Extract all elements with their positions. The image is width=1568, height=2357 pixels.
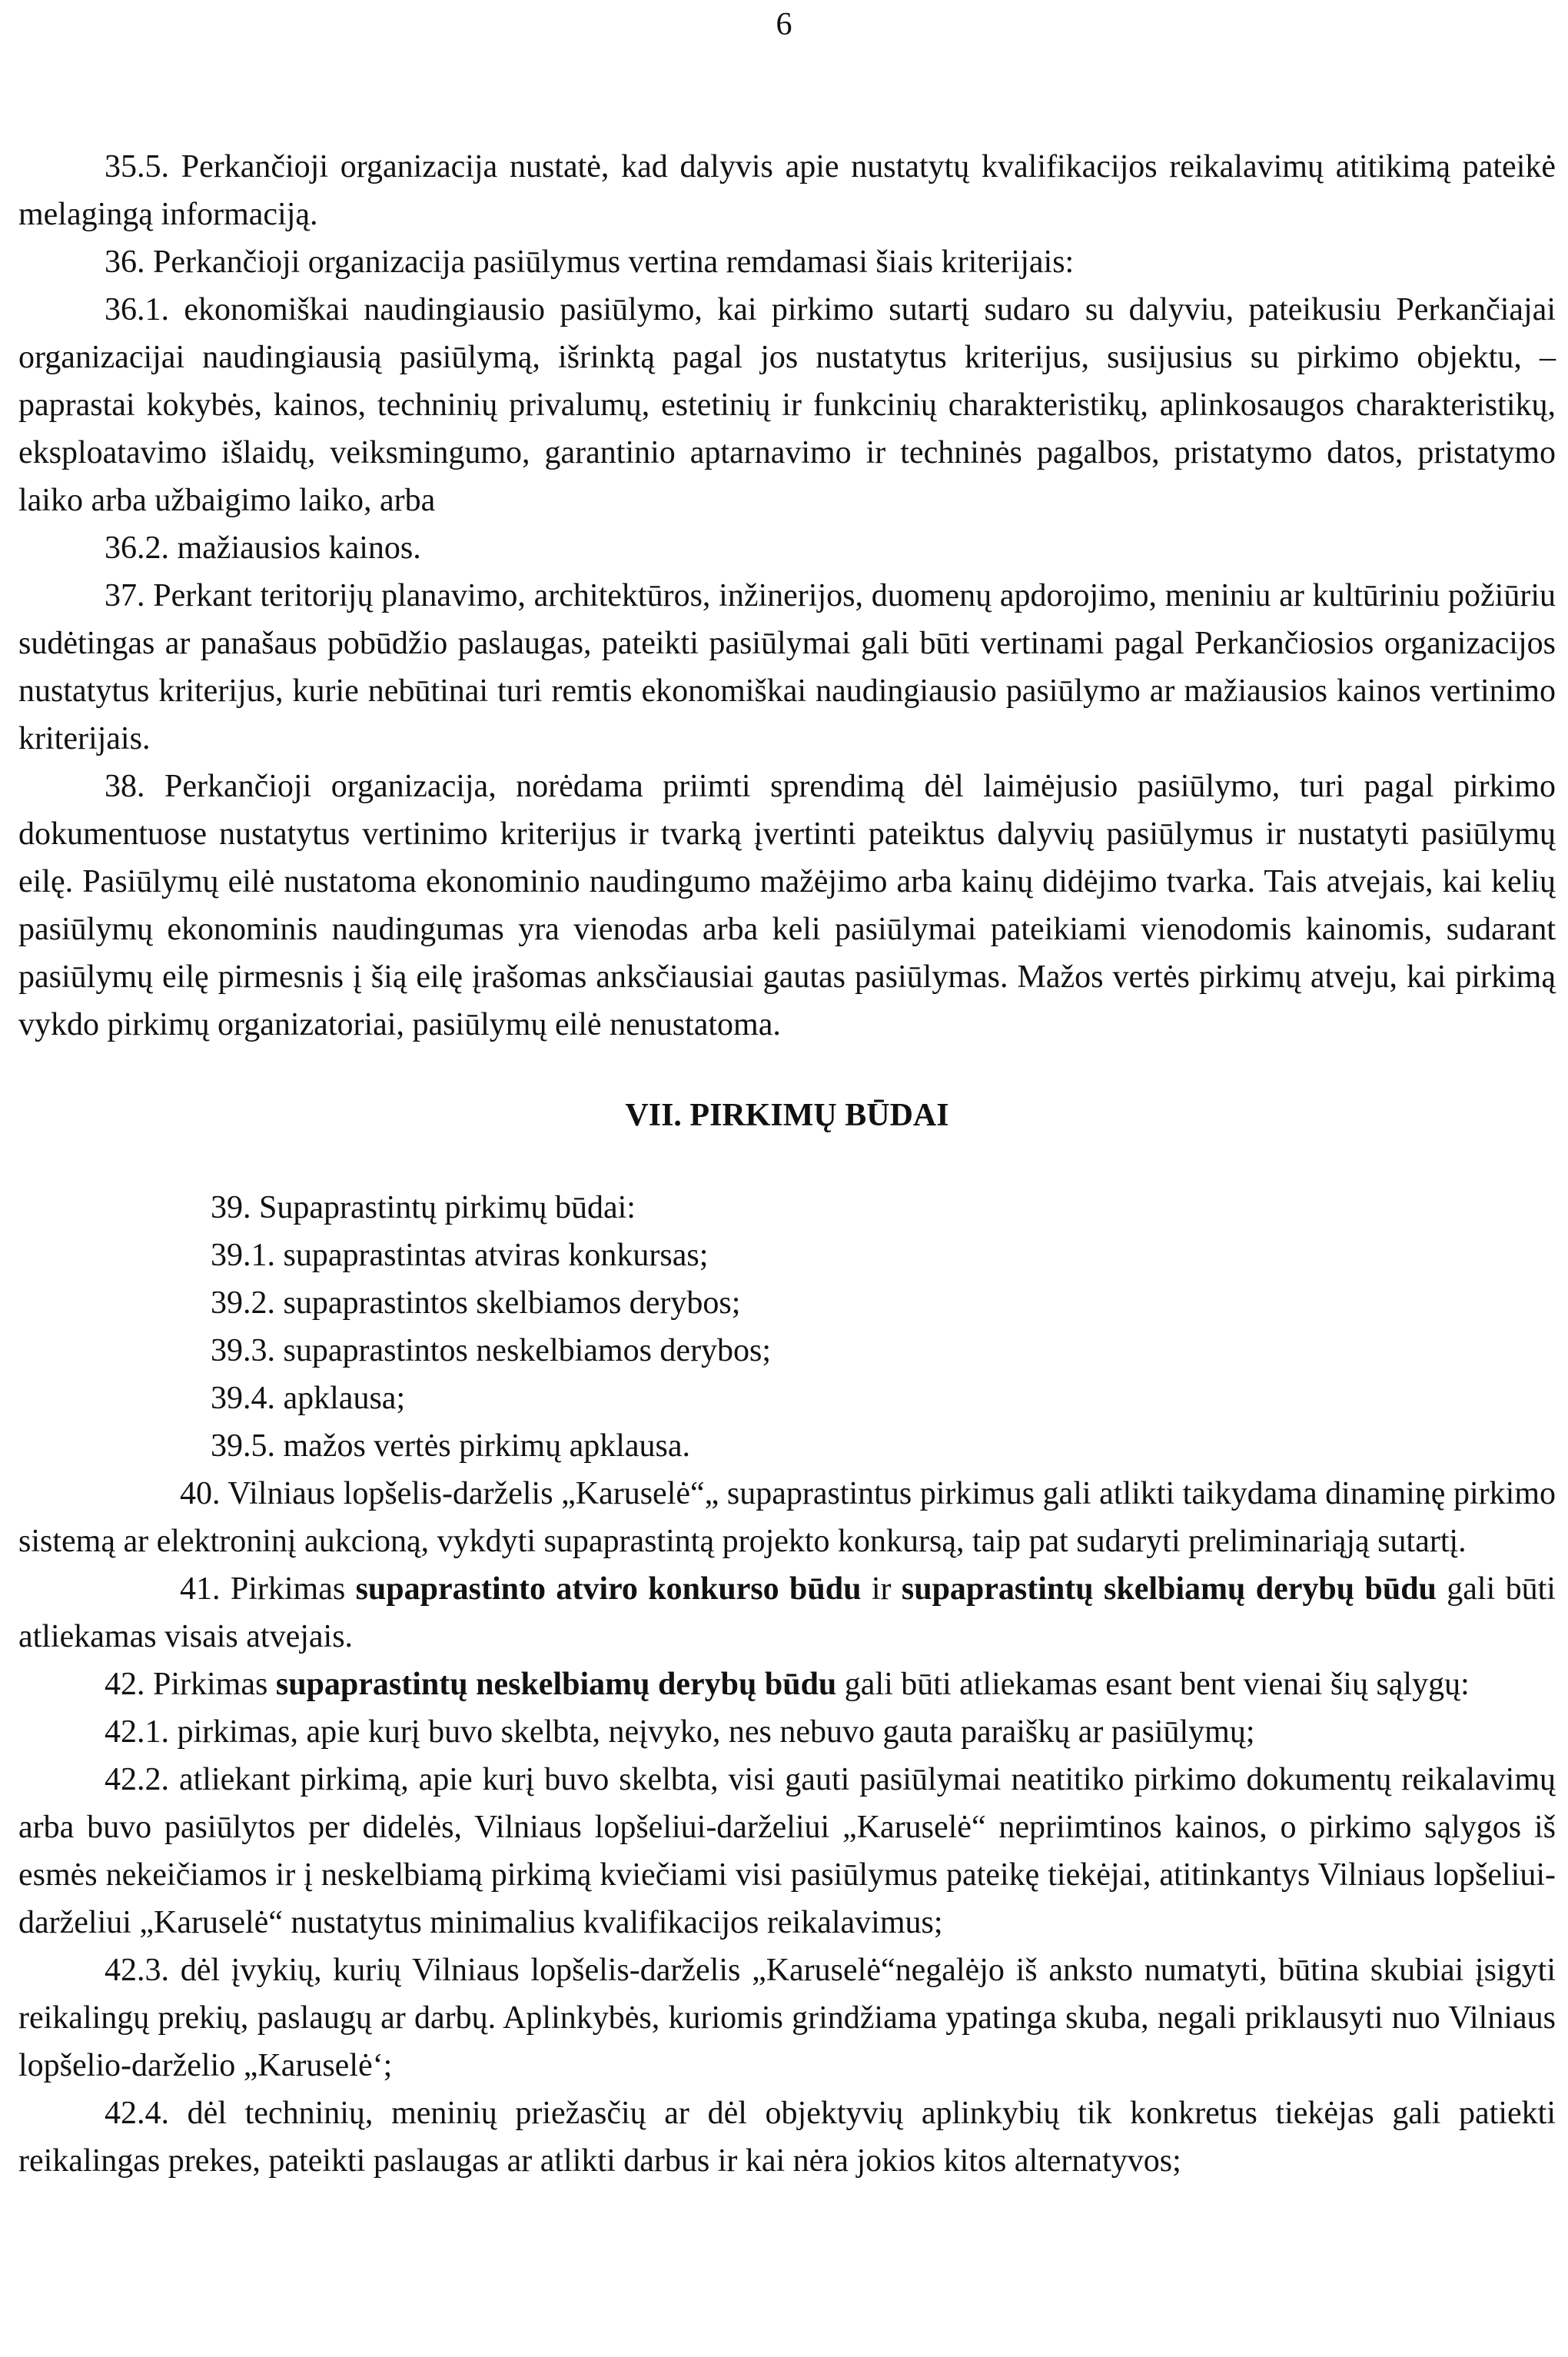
paragraph-38: 38. Perkančioji organizacija, norėdama priimti sprendimą dėl laimėjusio pasiūlymo, turi pagal pirkimo dokumentuose nustatytus vertinimo kriterijus ir tvarką įvertinti pateiktus dalyvių pasiūlymus ir nustatyti pasiūlymų eilę. Pasiūlymų eilė nustatoma ekonominio naudingumo mažėjimo arba kainų didėjimo tvarka. Tais atvejais, kai kelių pasiūlymų ekonominis naudingumas yra vienodas arba keli pasiūlymai pateikiami vienodomis kainomis, sudarant pasiūlymų eilę pirmesnis į šią eilę įrašomas anksčiausiai gautas pasiūlymas. Mažos vertės pirkimų atveju, kai pirkimą vykdo pirkimų organizatoriai, pasiūlymų eilė nenustatoma. xyxy=(18,769,1556,1042)
p41-text-2: ir xyxy=(861,1571,902,1607)
p41-text-3: gali būti atliekamas visais atvejais. xyxy=(18,1571,1556,1654)
p41-bold-1: supaprastinto atviro konkurso būdu xyxy=(355,1571,862,1607)
list-item-39-5: 39.5. mažos vertės pirkimų apklausa. xyxy=(211,1428,691,1464)
paragraph-40: 40. Vilniaus lopšelis-darželis „Karuselė“„ supaprastintus pirkimus gali atlikti taikydama dinaminę pirkimo sistemą ar elektroninį aukcioną, vykdyti supaprastintą projekto konkursą, taip pat sudaryti preliminariąją sutartį. xyxy=(18,1476,1556,1559)
paragraph-39: 39. Supaprastintų pirkimų būdai: xyxy=(211,1190,636,1225)
list-item-39-2: 39.2. supaprastintos skelbiamos derybos; xyxy=(211,1285,741,1321)
section-heading: VII. PIRKIMŲ BŪDAI xyxy=(625,1098,949,1133)
paragraph-35-5: 35.5. Perkančioji organizacija nustatė, kad dalyvis apie nustatytų kvalifikacijos reikalavimų atitikimą pateikė melagingą informaciją. xyxy=(18,149,1556,232)
list-item-39-4: 39.4. apklausa; xyxy=(211,1381,406,1416)
list-item-39-3: 39.3. supaprastintos neskelbiamos derybos; xyxy=(211,1333,772,1368)
p42-text-2: gali būti atliekamas esant bent vienai šių sąlygų: xyxy=(836,1667,1470,1702)
paragraph-42-2: 42.2. atliekant pirkimą, apie kurį buvo skelbta, visi gauti pasiūlymai neatitiko pirkimo dokumentų reikalavimų arba buvo pasiūlytos per didelės, Vilniaus lopšeliui-darželiui „Karuselė“ nepriimtinos kainos, o pirkimo sąlygos iš esmės nekeičiamos ir į neskelbiamą pirkimą kviečiami visi pasiūlymus pateikę tiekėjai, atitinkantys Vilniaus lopšeliui-darželiui „Karuselė“ nustatytus minimalius kvalifikacijos reikalavimus; xyxy=(18,1762,1556,1940)
paragraph-42-3: 42.3. dėl įvykių, kurių Vilniaus lopšelis-darželis „Karuselė“negalėjo iš anksto numatyti, būtina skubiai įsigyti reikalingų prekių, paslaugų ar darbų. Aplinkybės, kuriomis grindžiama ypatinga skuba, negali priklausyti nuo Vilniaus lopšelio-darželio „Karuselė‘; xyxy=(18,1953,1556,2083)
top-margin xyxy=(18,0,1556,143)
paragraph-42-4: 42.4. dėl techninių, meninių priežasčių ar dėl objektyvių aplinkybių tik konkretus tiekėjas gali patiekti reikalingas prekes, pateikti paslaugas ar atlikti darbus ir kai nėra jokios kitos alternatyvos; xyxy=(18,2096,1556,2179)
paragraph-36: 36. Perkančioji organizacija pasiūlymus vertina remdamasi šiais kriterijais: xyxy=(105,244,1075,280)
p41-text-1: 41. Pirkimas xyxy=(180,1571,356,1607)
list-item-39-1: 39.1. supaprastintas atviras konkursas; xyxy=(211,1238,709,1273)
page-number: 6 xyxy=(776,7,792,42)
paragraph-42 xyxy=(18,1661,1556,1708)
p42-text-1: 42. Pirkimas xyxy=(105,1667,276,1702)
paragraph-41 xyxy=(18,1565,1556,1661)
paragraph-37: 37. Perkant teritorijų planavimo, architektūros, inžinerijos, duomenų apdorojimo, meniniu ar kultūriniu požiūriu sudėtingas ar panašaus pobūdžio paslaugas, pateikti pasiūlymai gali būti vertinami pagal Perkančiosios organizacijos nustatytus kriterijus, kurie nebūtinai turi remtis ekonomiškai naudingiausio pasiūlymo ar mažiausios kainos vertinimo kriterijais. xyxy=(18,578,1556,756)
paragraph-42-1: 42.1. pirkimas, apie kurį buvo skelbta, neįvyko, nes nebuvo gauta paraiškų ar pasiūlymų; xyxy=(105,1714,1255,1750)
p41-bold-2: supaprastintų skelbiamų derybų būdu xyxy=(901,1571,1437,1607)
document-page xyxy=(18,0,1556,2185)
p42-bold-1: supaprastintų neskelbiamų derybų būdu xyxy=(275,1667,837,1702)
paragraph-36-1: 36.1. ekonomiškai naudingiausio pasiūlymo, kai pirkimo sutartį sudaro su dalyviu, pateikusiu Perkančiajai organizacijai naudingiausią pasiūlymą, išrinktą pagal jos nustatytus kriterijus, susijusius su pirkimo objektu, – paprastai kokybės, kainos, techninių privalumų, estetinių ir funkcinių charakteristikų, aplinkosaugos charakteristikų, eksploatavimo išlaidų, veiksmingumo, garantinio aptarnavimo ir techninės pagalbos, pristatymo datos, pristatymo laiko arba užbaigimo laiko, arba xyxy=(18,292,1556,518)
paragraph-36-2: 36.2. mažiausios kainos. xyxy=(105,530,421,566)
